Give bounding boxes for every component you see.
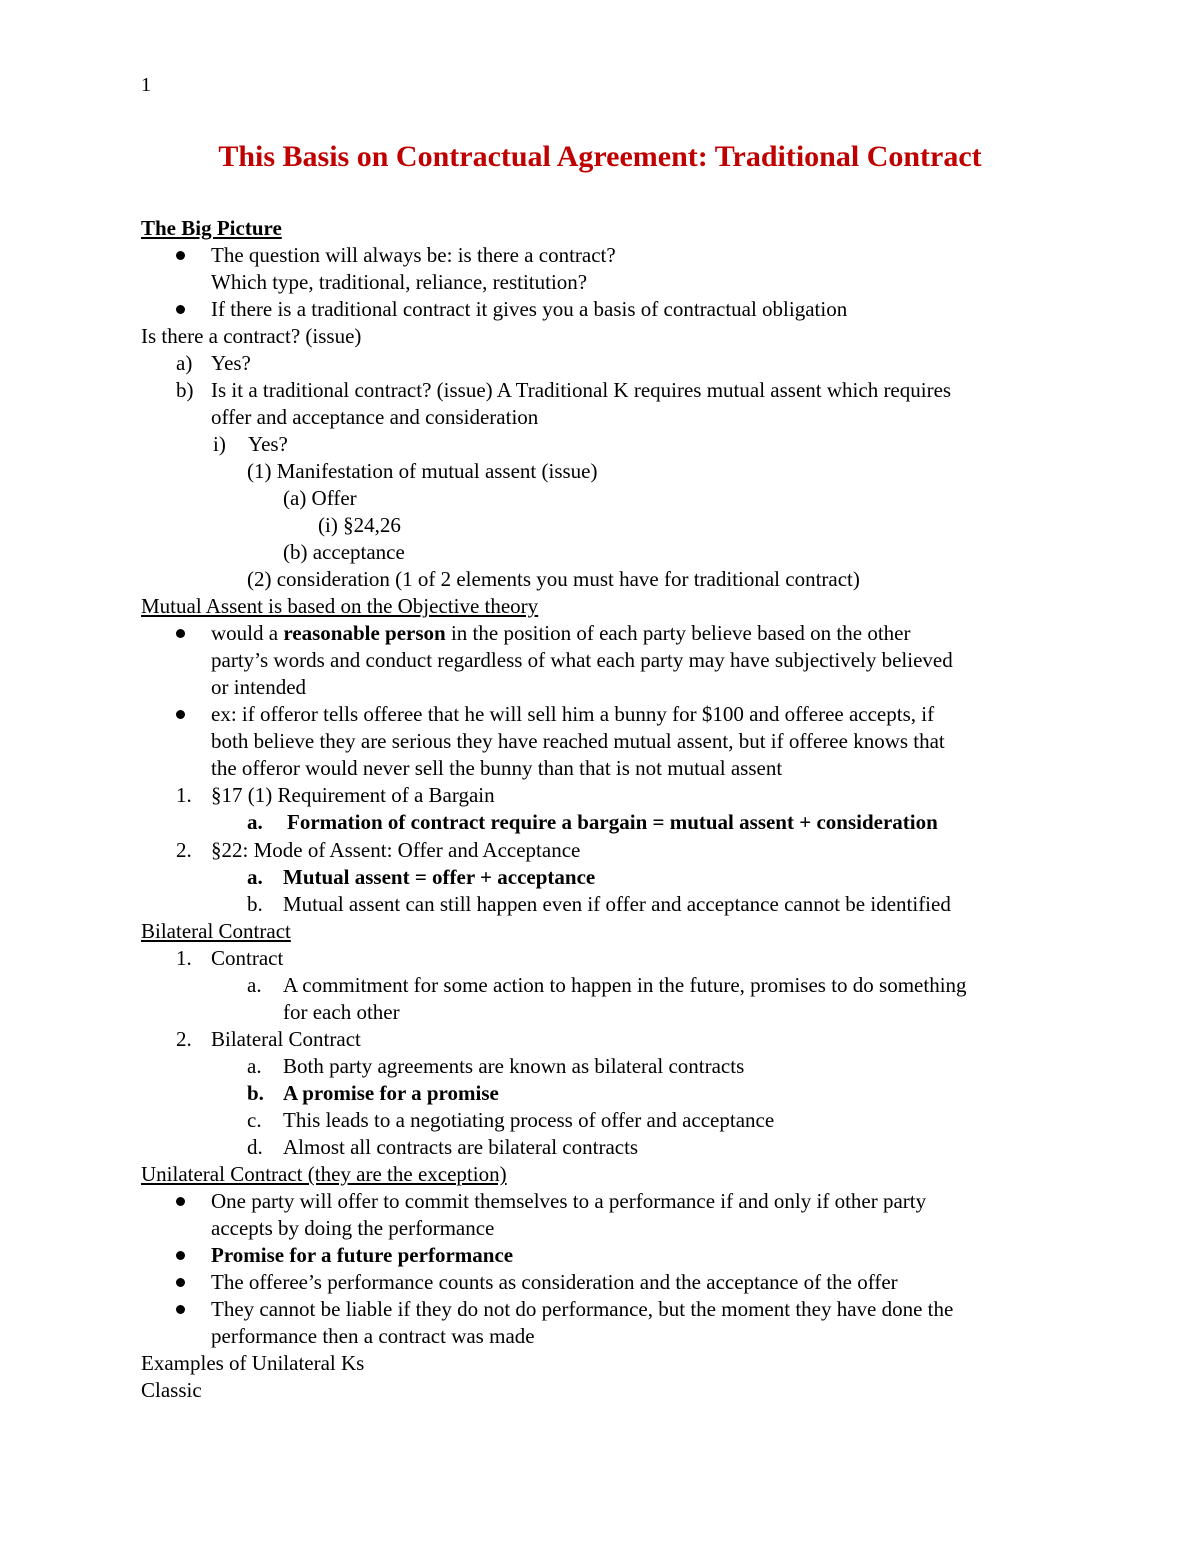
list-item: Mutual assent can still happen even if offer and acceptance cannot be identified <box>283 892 951 916</box>
list-marker: b) <box>176 378 194 402</box>
list-marker: c. <box>247 1108 262 1132</box>
list-item-continuation: accepts by doing the performance <box>211 1216 495 1240</box>
list-marker: 2. <box>176 838 192 862</box>
page-title: This Basis on Contractual Agreement: Traditional Contract <box>218 140 982 173</box>
list-item: Contract <box>211 946 284 970</box>
list-marker: a) <box>176 351 193 375</box>
list-marker: 1. <box>176 946 192 970</box>
list-item: One party will offer to commit themselves to a performance if and only if other party <box>211 1189 927 1213</box>
list-item: (2) consideration (1 of 2 elements you must have for traditional contract) <box>247 567 860 591</box>
bullet-icon <box>176 710 185 719</box>
bullet-icon <box>176 1305 185 1314</box>
list-item: Yes? <box>211 351 251 375</box>
list-item-continuation: for each other <box>283 1000 400 1024</box>
list-item-continuation: performance then a contract was made <box>211 1324 535 1348</box>
list-item: would a reasonable person in the position of each party believe based on the other <box>211 621 911 645</box>
list-item: The question will always be: is there a contract? <box>211 243 616 267</box>
list-marker: d. <box>247 1135 263 1159</box>
list-item: Formation of contract require a bargain = mutual assent + consideration <box>287 810 938 834</box>
list-marker: b. <box>247 1081 264 1105</box>
list-item: Mutual assent = offer + acceptance <box>283 865 596 889</box>
bullet-icon <box>176 1197 185 1206</box>
list-item-continuation: offer and acceptance and consideration <box>211 405 539 429</box>
list-item: The offeree’s performance counts as consideration and the acceptance of the offer <box>211 1270 898 1294</box>
list-marker: b. <box>247 892 263 916</box>
list-marker: a. <box>247 865 263 889</box>
examples-heading: Examples of Unilateral Ks <box>141 1351 365 1375</box>
bullet-icon <box>176 1251 185 1260</box>
list-item-continuation: the offeror would never sell the bunny than that is not mutual assent <box>211 756 783 780</box>
outline-intro: Is there a contract? (issue) <box>141 324 362 348</box>
list-item: §22: Mode of Assent: Offer and Acceptance <box>211 838 581 862</box>
bullet-icon <box>176 629 185 638</box>
bullet-icon <box>176 251 185 260</box>
list-item: (1) Manifestation of mutual assent (issue) <box>247 459 598 483</box>
classic-label: Classic <box>141 1378 202 1402</box>
list-marker: i) <box>213 432 226 456</box>
list-item: Is it a traditional contract? (issue) A Traditional K requires mutual assent which requires <box>211 378 952 402</box>
section-heading-big-picture: The Big Picture <box>141 216 282 240</box>
list-item: Promise for a future performance <box>211 1243 514 1267</box>
list-item: Both party agreements are known as bilateral contracts <box>283 1054 745 1078</box>
list-marker: 2. <box>176 1027 192 1051</box>
list-item-continuation: party’s words and conduct regardless of what each party may have subjectively believed <box>211 648 953 672</box>
list-item: Yes? <box>248 432 288 456</box>
section-heading-mutual-assent: Mutual Assent is based on the Objective theory <box>141 594 539 618</box>
list-item: A commitment for some action to happen in the future, promises to do something <box>283 973 967 997</box>
page-number: 1 <box>141 74 151 96</box>
list-item: §17 (1) Requirement of a Bargain <box>211 783 495 807</box>
bullet-icon <box>176 1278 185 1287</box>
list-marker: 1. <box>176 783 192 807</box>
list-item: ex: if offeror tells offeree that he will sell him a bunny for $100 and offeree accepts, if <box>211 702 935 726</box>
list-item: A promise for a promise <box>283 1081 499 1105</box>
list-item: Almost all contracts are bilateral contracts <box>283 1135 639 1159</box>
list-item: They cannot be liable if they do not do performance, but the moment they have done the <box>211 1297 954 1321</box>
list-item: If there is a traditional contract it gives you a basis of contractual obligation <box>211 297 848 321</box>
list-item: (a) Offer <box>283 486 357 510</box>
list-item-continuation: or intended <box>211 675 307 699</box>
section-heading-bilateral: Bilateral Contract <box>141 919 291 943</box>
list-item: This leads to a negotiating process of offer and acceptance <box>283 1108 775 1132</box>
list-item-continuation: Which type, traditional, reliance, restitution? <box>211 270 588 294</box>
list-item-continuation: both believe they are serious they have reached mutual assent, but if offeree knows that <box>211 729 945 753</box>
list-item: (b) acceptance <box>283 540 405 564</box>
list-item: (i) §24,26 <box>318 513 401 537</box>
list-marker: a. <box>247 810 263 834</box>
list-item: Bilateral Contract <box>211 1027 361 1051</box>
list-marker: a. <box>247 973 262 997</box>
section-heading-unilateral: Unilateral Contract (they are the exception) <box>141 1162 507 1186</box>
list-marker: a. <box>247 1054 262 1078</box>
bullet-icon <box>176 305 185 314</box>
